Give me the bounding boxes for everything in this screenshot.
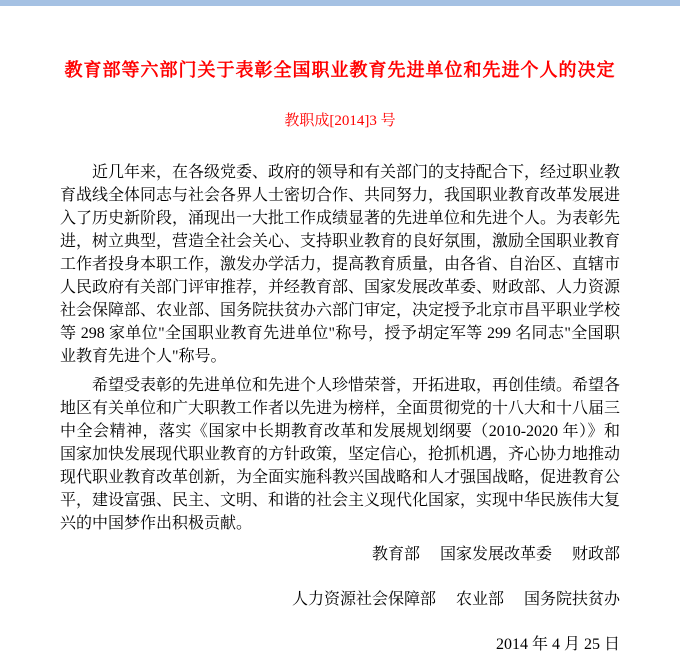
document-date: 2014 年 4 月 25 日 — [495, 636, 620, 653]
signature-block — [60, 543, 620, 656]
document-title: 教育部等六部门关于表彰全国职业教育先进单位和先进个人的决定 — [64, 60, 616, 80]
top-accent-bar — [0, 0, 680, 6]
signature-line-1: 教育部 国家发展改革委 财政部 — [371, 546, 620, 563]
document-body — [60, 57, 620, 656]
paragraph-achievements: 近几年来，在各级党委、政府的领导和有关部门的支持配合下，经过职业教育战线全体同志与社会各界人士密切合作、共同努力，我国职业教育改革发展进入了历史新阶段，涌现出一大批工作成绩显著的先进单位和先进个人。为表彰先进，树立典型，营造全社会关心、支持职业教育的良好氛围，激励全国职业教育工作者投身本职工作，激发办学活力，提高教育质量，由各省、自治区、直辖市人民政府有关部门评审推荐，并经教育部、国家发展改革委、财政部、人力资源社会保障部、农业部、国务院扶贫办六部门审定，决定授予北京市昌平职业学校等 298 家单位"全国职业教育先进单位"称号，授予胡定军等 299 名同志"全国职业教育先进个人"称号。 — [60, 164, 621, 365]
paragraph-expectations: 希望受表彰的先进单位和先进个人珍惜荣誉，开拓进取，再创佳绩。希望各地区有关单位和广大职教工作者以先进为榜样，全面贯彻党的十八大和十八届三中全会精神，落实《国家中长期教育改革和发展规划纲要（2010-2020 年）》和国家加快发展现代职业教育的方针政策，坚定信心，抢抓机遇，齐心协力地推动现代职业教育改革创新，为全面实施科教兴国战略和人才强国战略，促进教育公平，建设富强、民主、文明、和谐的社会主义现代化国家，实现中华民族伟大复兴的中国梦作出积极贡献。 — [60, 377, 621, 532]
document-number: 教职成[2014]3 号 — [284, 113, 396, 129]
signature-line-2: 人力资源社会保障部 农业部 国务院扶贫办 — [291, 591, 620, 608]
